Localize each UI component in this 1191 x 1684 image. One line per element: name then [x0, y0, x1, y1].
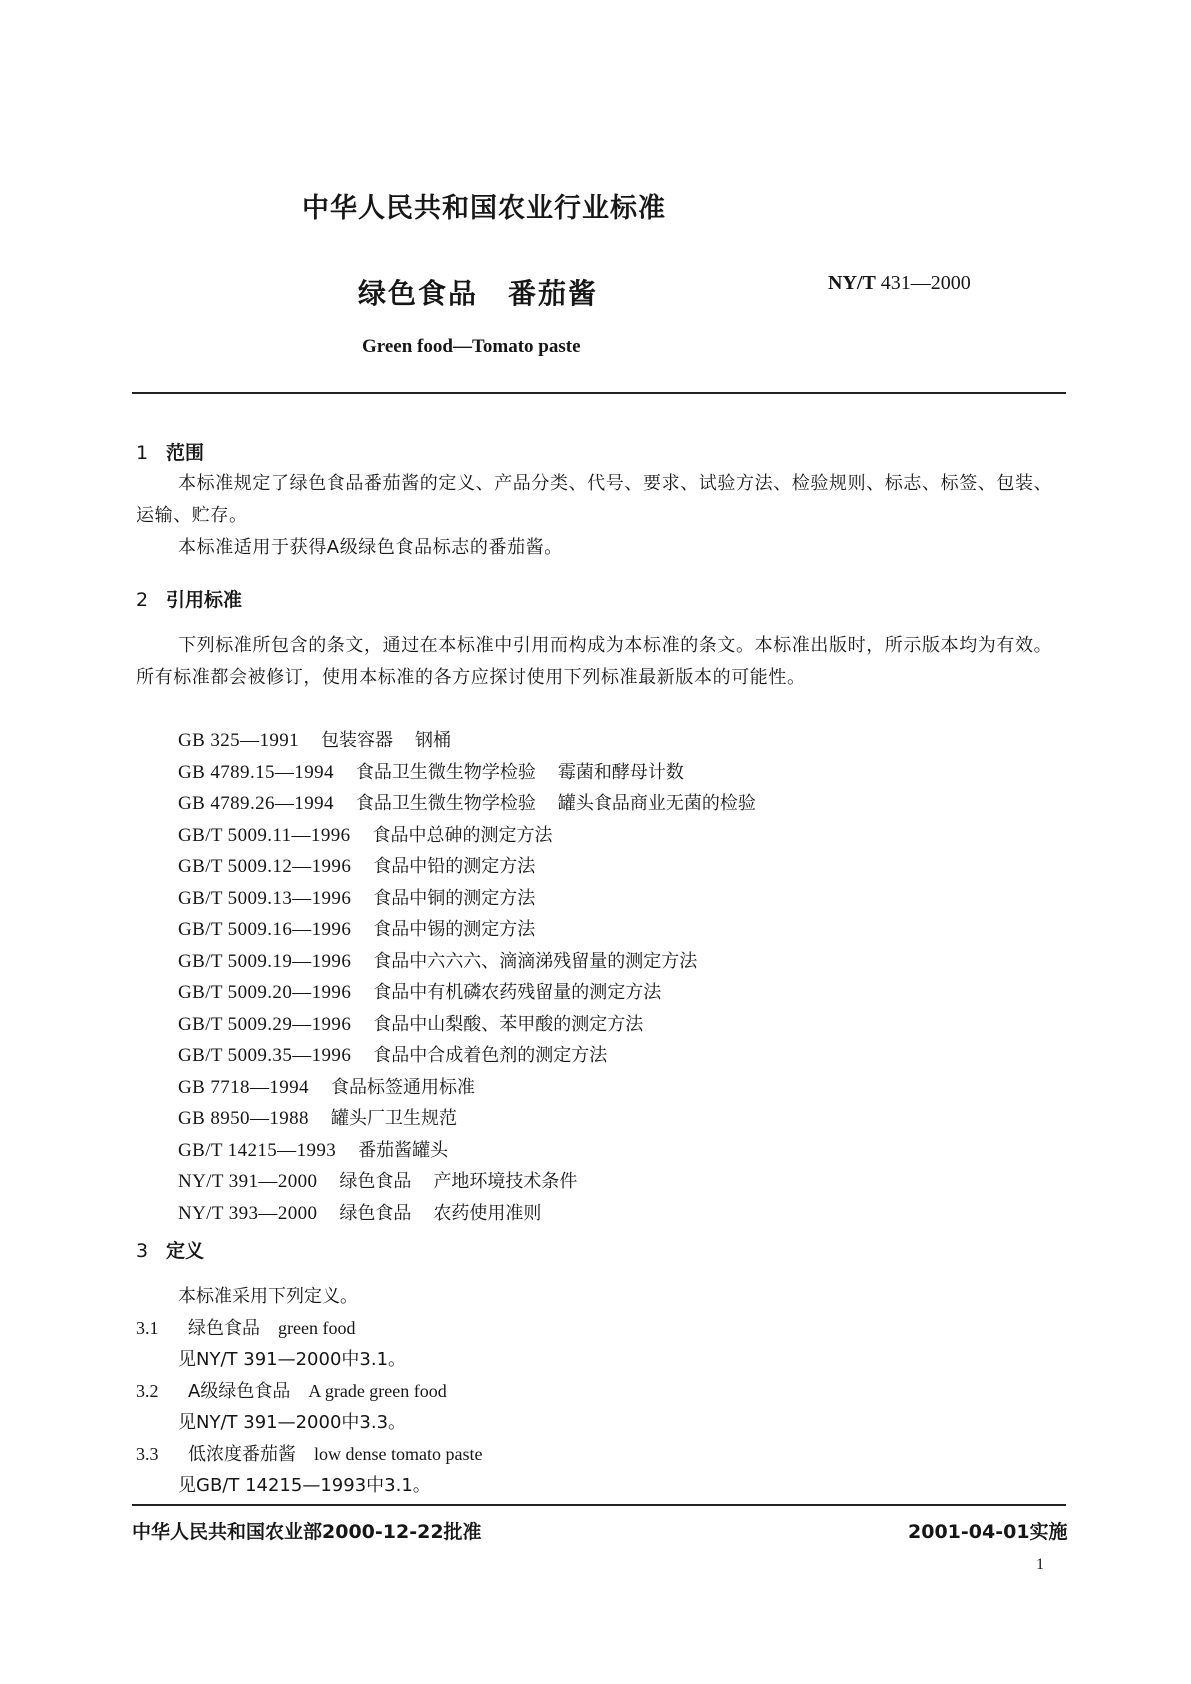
reference-code: NY/T 391—2000 [178, 1171, 318, 1192]
reference-code: GB/T 5009.16—1996 [178, 919, 352, 940]
reference-item [178, 1009, 756, 1041]
reference-item [178, 1198, 756, 1230]
reference-code: GB/T 5009.19—1996 [178, 950, 352, 972]
reference-title [373, 888, 535, 909]
footer-divider [132, 1504, 1066, 1506]
reference-title-sub: 钢桶 [415, 730, 452, 751]
definition-term [136, 1314, 355, 1340]
reference-code: GB/T 5009.11—1996 [178, 824, 351, 846]
reference-title-main: 绿色食品 [339, 1202, 412, 1224]
reference-item [178, 977, 756, 1009]
reference-item [178, 914, 756, 946]
definition-reference: 见NY/T 391—2000中3.1。 [178, 1349, 407, 1370]
reference-item [178, 788, 756, 820]
section-title: 定义 [166, 1240, 205, 1262]
reference-title-main: 食品中铜的测定方法 [373, 887, 536, 909]
reference-title-main: 绿色食品 [339, 1171, 412, 1192]
approval-info: 中华人民共和国农业部2000-12-22批准 [132, 1521, 482, 1543]
english-title: Green food—Tomato paste [362, 336, 581, 357]
reference-code: GB/T 14215—1993 [178, 1139, 337, 1161]
reference-title [339, 1171, 577, 1192]
reference-code: GB 4789.15—1994 [178, 761, 334, 783]
reference-title-main: 罐头厂卫生规范 [330, 1108, 457, 1129]
definition-number: 3.1 [136, 1318, 159, 1338]
reference-code: GB/T 5009.13—1996 [178, 887, 352, 909]
references-intro: 下列标准所包含的条文，通过在本标准中引用而构成为本标准的条文。本标准出版时，所示版本均为有效。所有标准都会被修订，使用本标准的各方应探讨使用下列标准最新版本的可能性。 [136, 635, 1053, 688]
standard-code: NY/T [828, 272, 876, 294]
definition-term-cn: 低浓度番茄酱 [188, 1444, 296, 1465]
header-divider [132, 392, 1066, 394]
reference-code: GB/T 5009.29—1996 [178, 1013, 352, 1035]
reference-title [373, 825, 553, 846]
reference-title [373, 919, 535, 940]
reference-code: GB/T 5009.35—1996 [178, 1045, 352, 1066]
section-heading-scope [136, 438, 204, 465]
reference-title-main: 食品卫生微生物学检验 [355, 761, 536, 783]
reference-code: NY/T 393—2000 [178, 1202, 318, 1224]
definition-reference: 见NY/T 391—2000中3.3。 [178, 1412, 407, 1433]
reference-title-sub: 霉菌和酵母计数 [557, 761, 684, 783]
definitions-intro: 本标准采用下列定义。 [178, 1286, 358, 1307]
section-title: 范围 [166, 442, 205, 464]
reference-title-main: 食品中有机磷农药残留量的测定方法 [373, 982, 662, 1003]
reference-title-main: 食品中山梨酸、苯甲酸的测定方法 [373, 1013, 644, 1035]
standard-number-value: 431—2000 [880, 272, 971, 294]
reference-item [178, 851, 756, 883]
reference-title-sub: 农药使用准则 [433, 1202, 542, 1224]
scope-paragraph-1: 本标准规定了绿色食品番茄酱的定义、产品分类、代号、要求、试验方法、检验规则、标志、标签、包装、运输、贮存。 [136, 473, 1053, 526]
reference-item [178, 1166, 756, 1198]
section-number: 3 [136, 1240, 149, 1262]
reference-title-main: 食品中总砷的测定方法 [372, 824, 553, 846]
reference-item [178, 725, 756, 757]
normative-reference-list [178, 725, 756, 1229]
reference-title-main: 食品卫生微生物学检验 [355, 793, 536, 814]
reference-item [178, 1135, 756, 1167]
section-number: 2 [136, 589, 149, 611]
definition-term [136, 1440, 482, 1466]
reference-title [356, 793, 756, 814]
reference-title [373, 1014, 643, 1035]
reference-code: GB/T 5009.12—1996 [178, 856, 352, 877]
reference-title [331, 1077, 475, 1098]
definition-term-cn: 绿色食品 [188, 1318, 260, 1339]
reference-item [178, 1103, 756, 1135]
reference-title-main: 食品标签通用标准 [330, 1076, 475, 1098]
definition-number: 3.2 [136, 1381, 159, 1401]
reference-title-main: 番茄酱罐头 [358, 1139, 449, 1161]
reference-title [321, 730, 451, 751]
reference-title-main: 包装容器 [321, 730, 394, 751]
section-heading-definitions [136, 1236, 204, 1263]
reference-title-sub: 罐头食品商业无菌的检验 [557, 793, 756, 814]
definition-term-en: green food [278, 1318, 356, 1338]
reference-item [178, 757, 756, 789]
reference-title [356, 762, 684, 783]
definition-number: 3.3 [136, 1444, 159, 1464]
reference-title [373, 856, 535, 877]
reference-title-main: 食品中六六六、滴滴涕残留量的测定方法 [373, 950, 698, 972]
definition-term-en: low dense tomato paste [314, 1444, 483, 1464]
reference-title [373, 982, 661, 1003]
definition-term-cn: A级绿色食品 [188, 1381, 291, 1402]
reference-title-sub: 产地环境技术条件 [433, 1171, 578, 1192]
page-number: 1 [1036, 1556, 1044, 1573]
section-number: 1 [136, 442, 149, 464]
reference-title [339, 1203, 541, 1224]
reference-item [178, 946, 756, 978]
document-title: 绿色食品 番茄酱 [358, 277, 599, 310]
reference-title-main: 食品中合成着色剂的测定方法 [373, 1045, 608, 1066]
reference-title [358, 1140, 448, 1161]
definition-term-en: A grade green food [308, 1381, 447, 1401]
reference-code: GB/T 5009.20—1996 [178, 982, 352, 1003]
section-title: 引用标准 [166, 589, 243, 611]
definition-reference: 见GB/T 14215—1993中3.1。 [178, 1475, 431, 1496]
reference-title [331, 1108, 457, 1129]
reference-code: GB 4789.26—1994 [178, 793, 334, 814]
reference-title-main: 食品中锡的测定方法 [373, 919, 536, 940]
reference-item [178, 1040, 756, 1072]
issuing-authority-title: 中华人民共和国农业行业标准 [302, 193, 666, 224]
definition-term [136, 1377, 447, 1403]
reference-code: GB 7718—1994 [178, 1076, 309, 1098]
reference-title-main: 食品中铅的测定方法 [373, 856, 536, 877]
reference-item [178, 820, 756, 852]
implementation-date: 2001-04-01实施 [908, 1521, 1068, 1543]
reference-item [178, 1072, 756, 1104]
scope-paragraph-2: 本标准适用于获得A级绿色食品标志的番茄酱。 [178, 537, 563, 558]
reference-item [178, 883, 756, 915]
section-heading-references [136, 585, 242, 612]
reference-title [373, 951, 697, 972]
reference-code: GB 325—1991 [178, 730, 300, 751]
standard-number [828, 272, 971, 295]
reference-code: GB 8950—1988 [178, 1108, 309, 1129]
reference-title [373, 1045, 607, 1066]
